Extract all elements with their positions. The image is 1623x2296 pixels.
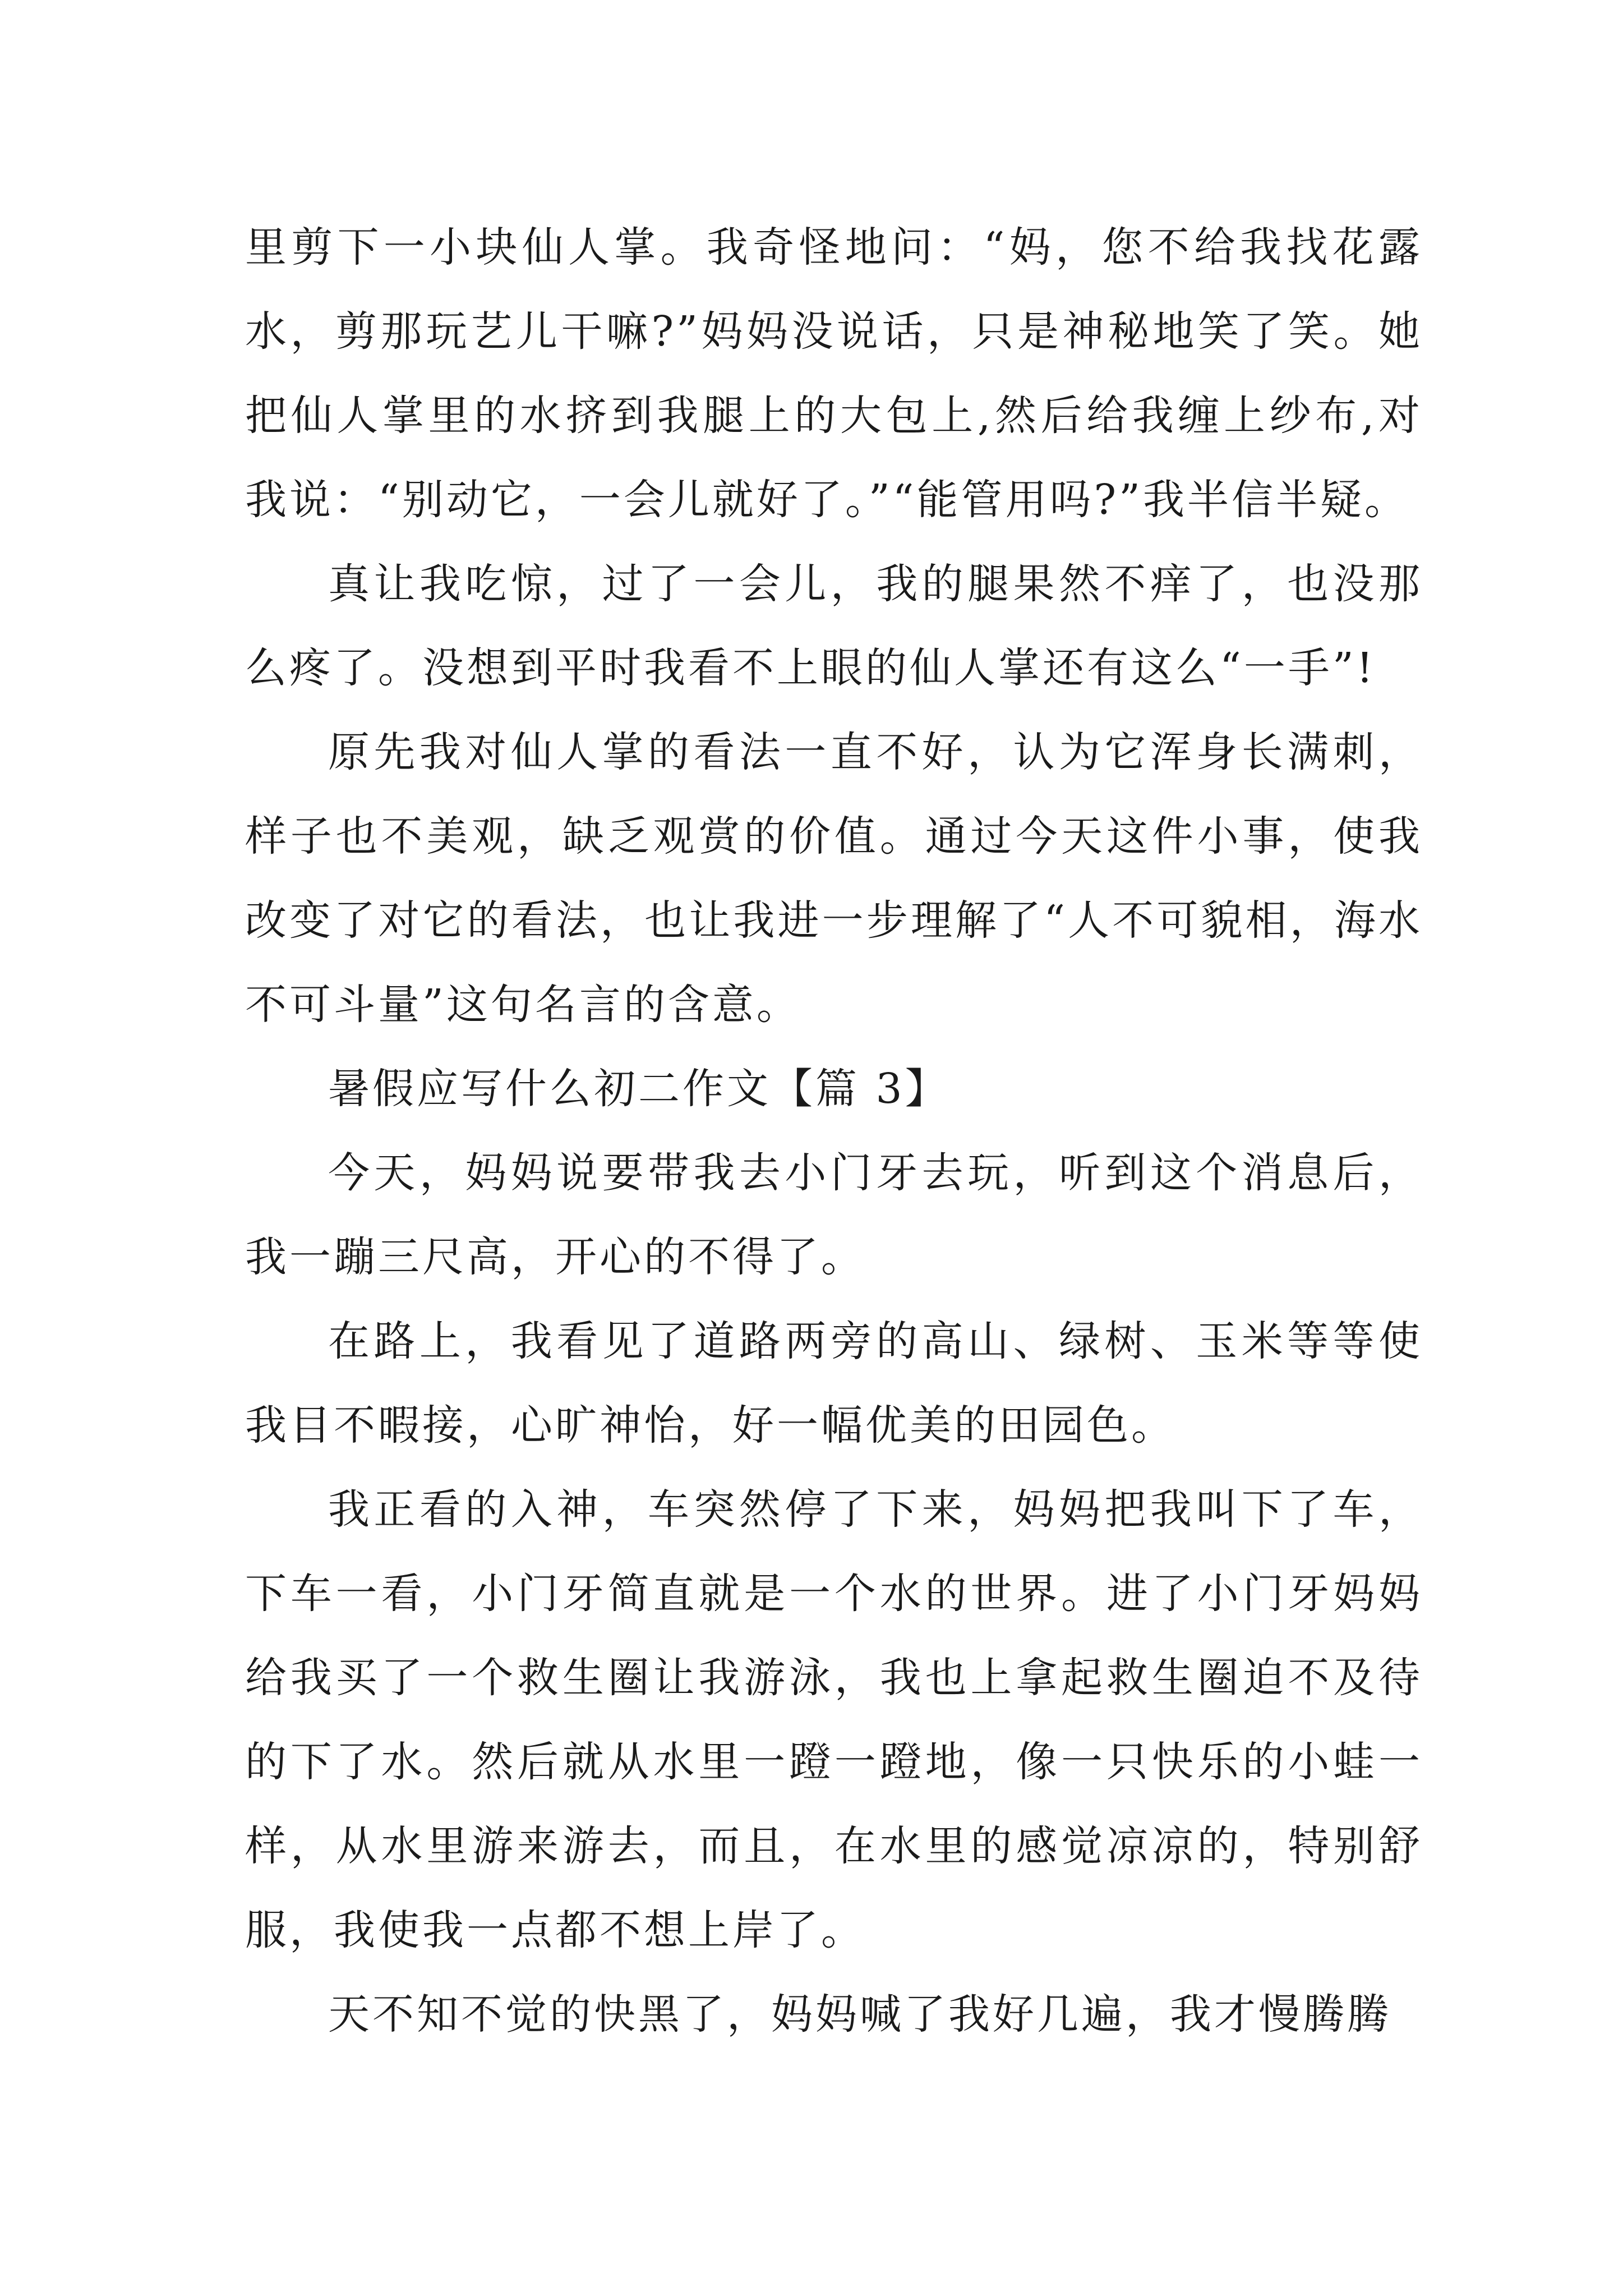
section-paragraph-1: 今天，妈妈说要带我去小门牙去玩，听到这个消息后，我一蹦三尺高，开心的不得了。 — [245, 1149, 1423, 1281]
section-heading: 暑假应写什么初二作文【篇 3】 — [328, 1065, 949, 1113]
paragraph-3: 原先我对仙人掌的看法一直不好，认为它浑身长满刺，样子也不美观，缺乏观赏的价值。通过今天这件小事，使我改变了对它的看法，也让我进一步理解了“人不可貌相，海水不可斗量”这句名言的含意。 — [245, 728, 1423, 1029]
document-body — [245, 205, 1423, 2056]
paragraph-1: 里剪下一小块仙人掌。我奇怪地问：“妈，您不给我找花露水，剪那玩艺儿干嘛?”妈妈没说话，只是神秘地笑了笑。她把仙人掌里的水挤到我腿上的大包上,然后给我缠上纱布,对我说：“别动它，一会儿就好了。”“能管用吗?”我半信半疑。 — [245, 223, 1423, 524]
section-paragraph-2: 在路上，我看见了道路两旁的高山、绿树、玉米等等使我目不暇接，心旷神怡，好一幅优美的田园色。 — [245, 1317, 1423, 1450]
section-paragraph-4: 天不知不觉的快黑了，妈妈喊了我好几遍，我才慢腾腾 — [328, 1990, 1391, 2039]
paragraph-2: 真让我吃惊，过了一会儿，我的腿果然不痒了，也没那么疼了。没想到平时我看不上眼的仙人掌还有这么“一手”! — [245, 560, 1423, 692]
section-paragraph-3: 我正看的入神，车突然停了下来，妈妈把我叫下了车，下车一看，小门牙简直就是一个水的世界。进了小门牙妈妈给我买了一个救生圈让我游泳，我也上拿起救生圈迫不及待的下了水。然后就从水里一蹬一蹬地，像一只快乐的小蛙一样，从水里游来游去，而且，在水里的感觉凉凉的，特别舒服，我使我一点都不想上岸了。 — [245, 1485, 1423, 1954]
